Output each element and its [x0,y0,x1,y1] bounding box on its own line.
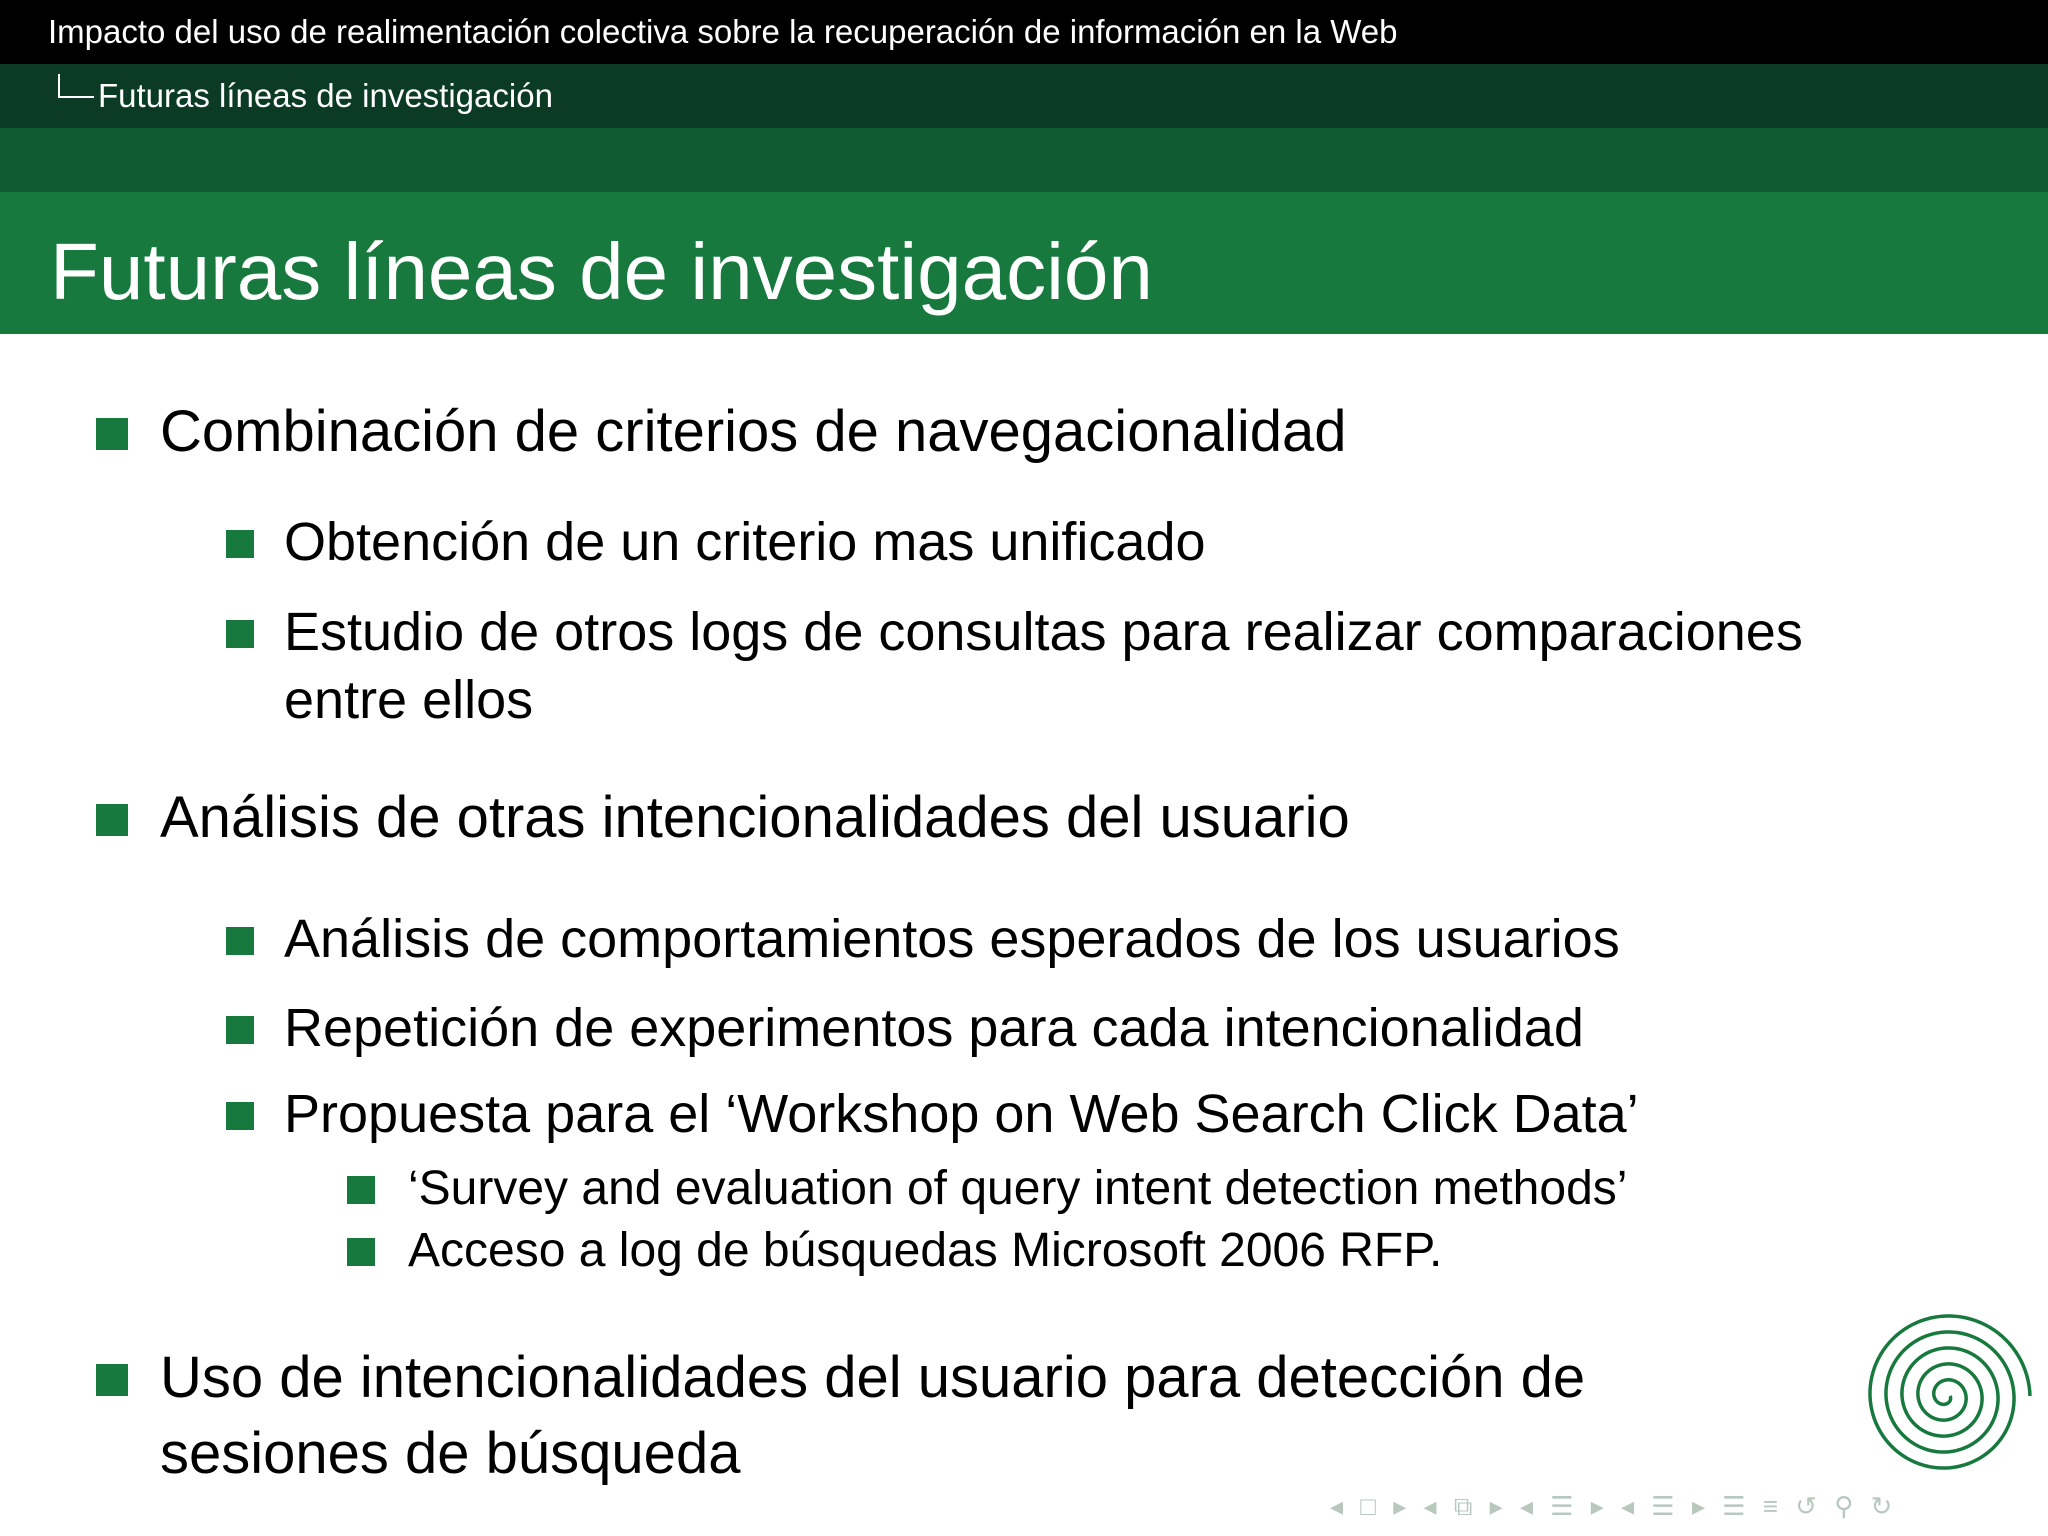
back-forward-icon[interactable]: ↻ [1870,1491,1893,1521]
nav-prev-icon[interactable]: ◂ [1621,1491,1635,1521]
tree-corner-icon [58,74,94,98]
slide-title: Futuras líneas de investigación [50,227,1153,316]
nav-prev-icon[interactable]: ◂ [1519,1491,1534,1521]
nav-next-icon[interactable]: ▸ [1691,1491,1705,1521]
section-icon[interactable]: ☰ [1550,1491,1574,1521]
bullet-item [160,1340,1720,1492]
bullet-item [160,780,1860,856]
bullet-text: Obtención de un criterio mas unificado [284,512,1206,572]
bullet-text: Análisis de otras intencionalidades del usuario [160,785,1350,850]
nav-prev-icon[interactable]: ◂ [1423,1491,1437,1521]
bullet-item [284,508,1904,576]
nav-prev-icon[interactable]: ◂ [1330,1491,1344,1521]
section-icon[interactable]: ☰ [1651,1491,1675,1521]
header-band [0,128,2048,192]
bullet-text: Uso de intencionalidades del usuario para detección de sesiones de búsqueda [160,1345,1586,1486]
search-icon[interactable]: ⚲ [1834,1491,1854,1521]
bullet-item [284,1080,1904,1148]
bullet-text: Análisis de comportamientos esperados de los usuarios [284,909,1620,969]
bullet-item [408,1220,1908,1282]
square-bullet-icon [96,1364,128,1396]
nav-next-icon[interactable]: ▸ [1590,1491,1604,1521]
nav-next-icon[interactable]: ▸ [1393,1491,1407,1521]
title-bar [0,192,2048,334]
bullet-text: Repetición de experimentos para cada intencionalidad [284,998,1584,1058]
square-bullet-icon [347,1176,375,1204]
square-bullet-icon [226,620,254,648]
nav-next-icon[interactable]: ▸ [1489,1491,1503,1521]
bullet-item [284,994,1904,1062]
document-icon[interactable]: ≡ [1762,1491,1778,1521]
square-bullet-icon [226,530,254,558]
bullet-item [284,905,1904,973]
section-title[interactable]: Futuras líneas de investigación [98,77,553,114]
square-bullet-icon [347,1238,375,1266]
bullet-text: Combinación de criterios de navegacionalidad [160,399,1347,464]
bullet-item [284,598,1904,734]
square-bullet-icon [226,1016,254,1044]
bullet-item [408,1158,1908,1220]
square-bullet-icon [96,418,128,450]
document-icon[interactable]: ☰ [1722,1491,1746,1521]
presentation-title: Impacto del uso de realimentación colectiva sobre la recuperación de información en la Web [0,0,2048,64]
section-header [0,64,2048,128]
square-bullet-icon [96,804,128,836]
bullet-text: Acceso a log de búsquedas Microsoft 2006 RFP. [408,1224,1443,1277]
navigation-bar [1330,1486,2035,1526]
bullet-text: ‘Survey and evaluation of query intent detection methods’ [408,1162,1628,1215]
subsection-icon[interactable]: ⧉ [1453,1491,1473,1521]
square-bullet-icon [226,1102,254,1130]
bullet-text: Propuesta para el ‘Workshop on Web Search Click Data’ [284,1084,1639,1144]
bullet-text: Estudio de otros logs de consultas para realizar comparaciones entre ellos [284,602,1803,730]
frame-icon[interactable]: □ [1360,1491,1377,1521]
back-forward-icon[interactable]: ↺ [1795,1491,1817,1521]
spiral-logo-icon [1858,1308,2034,1484]
square-bullet-icon [226,927,254,955]
bullet-item [160,394,1860,470]
